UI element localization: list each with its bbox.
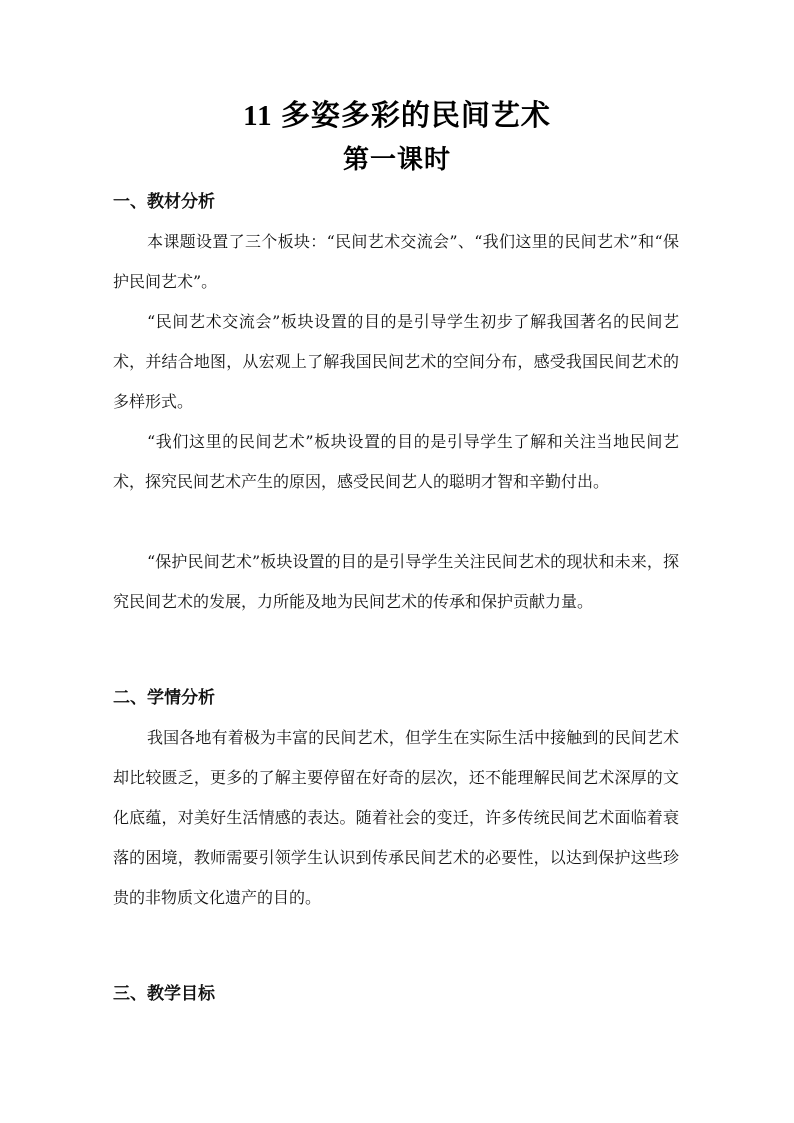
paragraph-textbook-overview: 本课题设置了三个板块：“民间艺术交流会”、“我们这里的民间艺术”和“保护民间艺术”。 <box>113 232 679 291</box>
section-heading-teaching-goals: 三、教学目标 <box>113 984 215 1004</box>
paragraph-protection-module: “保护民间艺术”板块设置的目的是引导学生关注民间艺术的现状和未来，探究民间艺术的发展，力所能及地为民间艺术的传承和保护贡献力量。 <box>113 552 679 611</box>
paragraph-local-art-module: “我们这里的民间艺术”板块设置的目的是引导学生了解和关注当地民间艺术，探究民间艺术产生的原因，感受民间艺人的聪明才智和辛勤付出。 <box>113 432 679 491</box>
paragraph-exchange-module: “民间艺术交流会”板块设置的目的是引导学生初步了解我国著名的民间艺术，并结合地图，从宏观上了解我国民间艺术的空间分布，感受我国民间艺术的多样形式。 <box>113 312 679 411</box>
document-title: 11 多姿多彩的民间艺术 <box>243 100 551 132</box>
document-subtitle: 第一课时 <box>342 145 451 174</box>
paragraph-student-analysis: 我国各地有着极为丰富的民间艺术，但学生在实际生活中接触到的民间艺术却比较匮乏，更多的了解主要停留在好奇的层次，还不能理解民间艺术深厚的文化底蕴，对美好生活情感的表达。随着社会的变迁，许多传统民间艺术面临着衰落的困境，教师需要引领学生认识到传承民间艺术的必要性，以达到保护这些珍贵的非物质文化遗产的目的。 <box>113 728 679 907</box>
section-heading-student-analysis: 二、学情分析 <box>113 688 215 708</box>
section-heading-textbook-analysis: 一、教材分析 <box>113 192 215 212</box>
